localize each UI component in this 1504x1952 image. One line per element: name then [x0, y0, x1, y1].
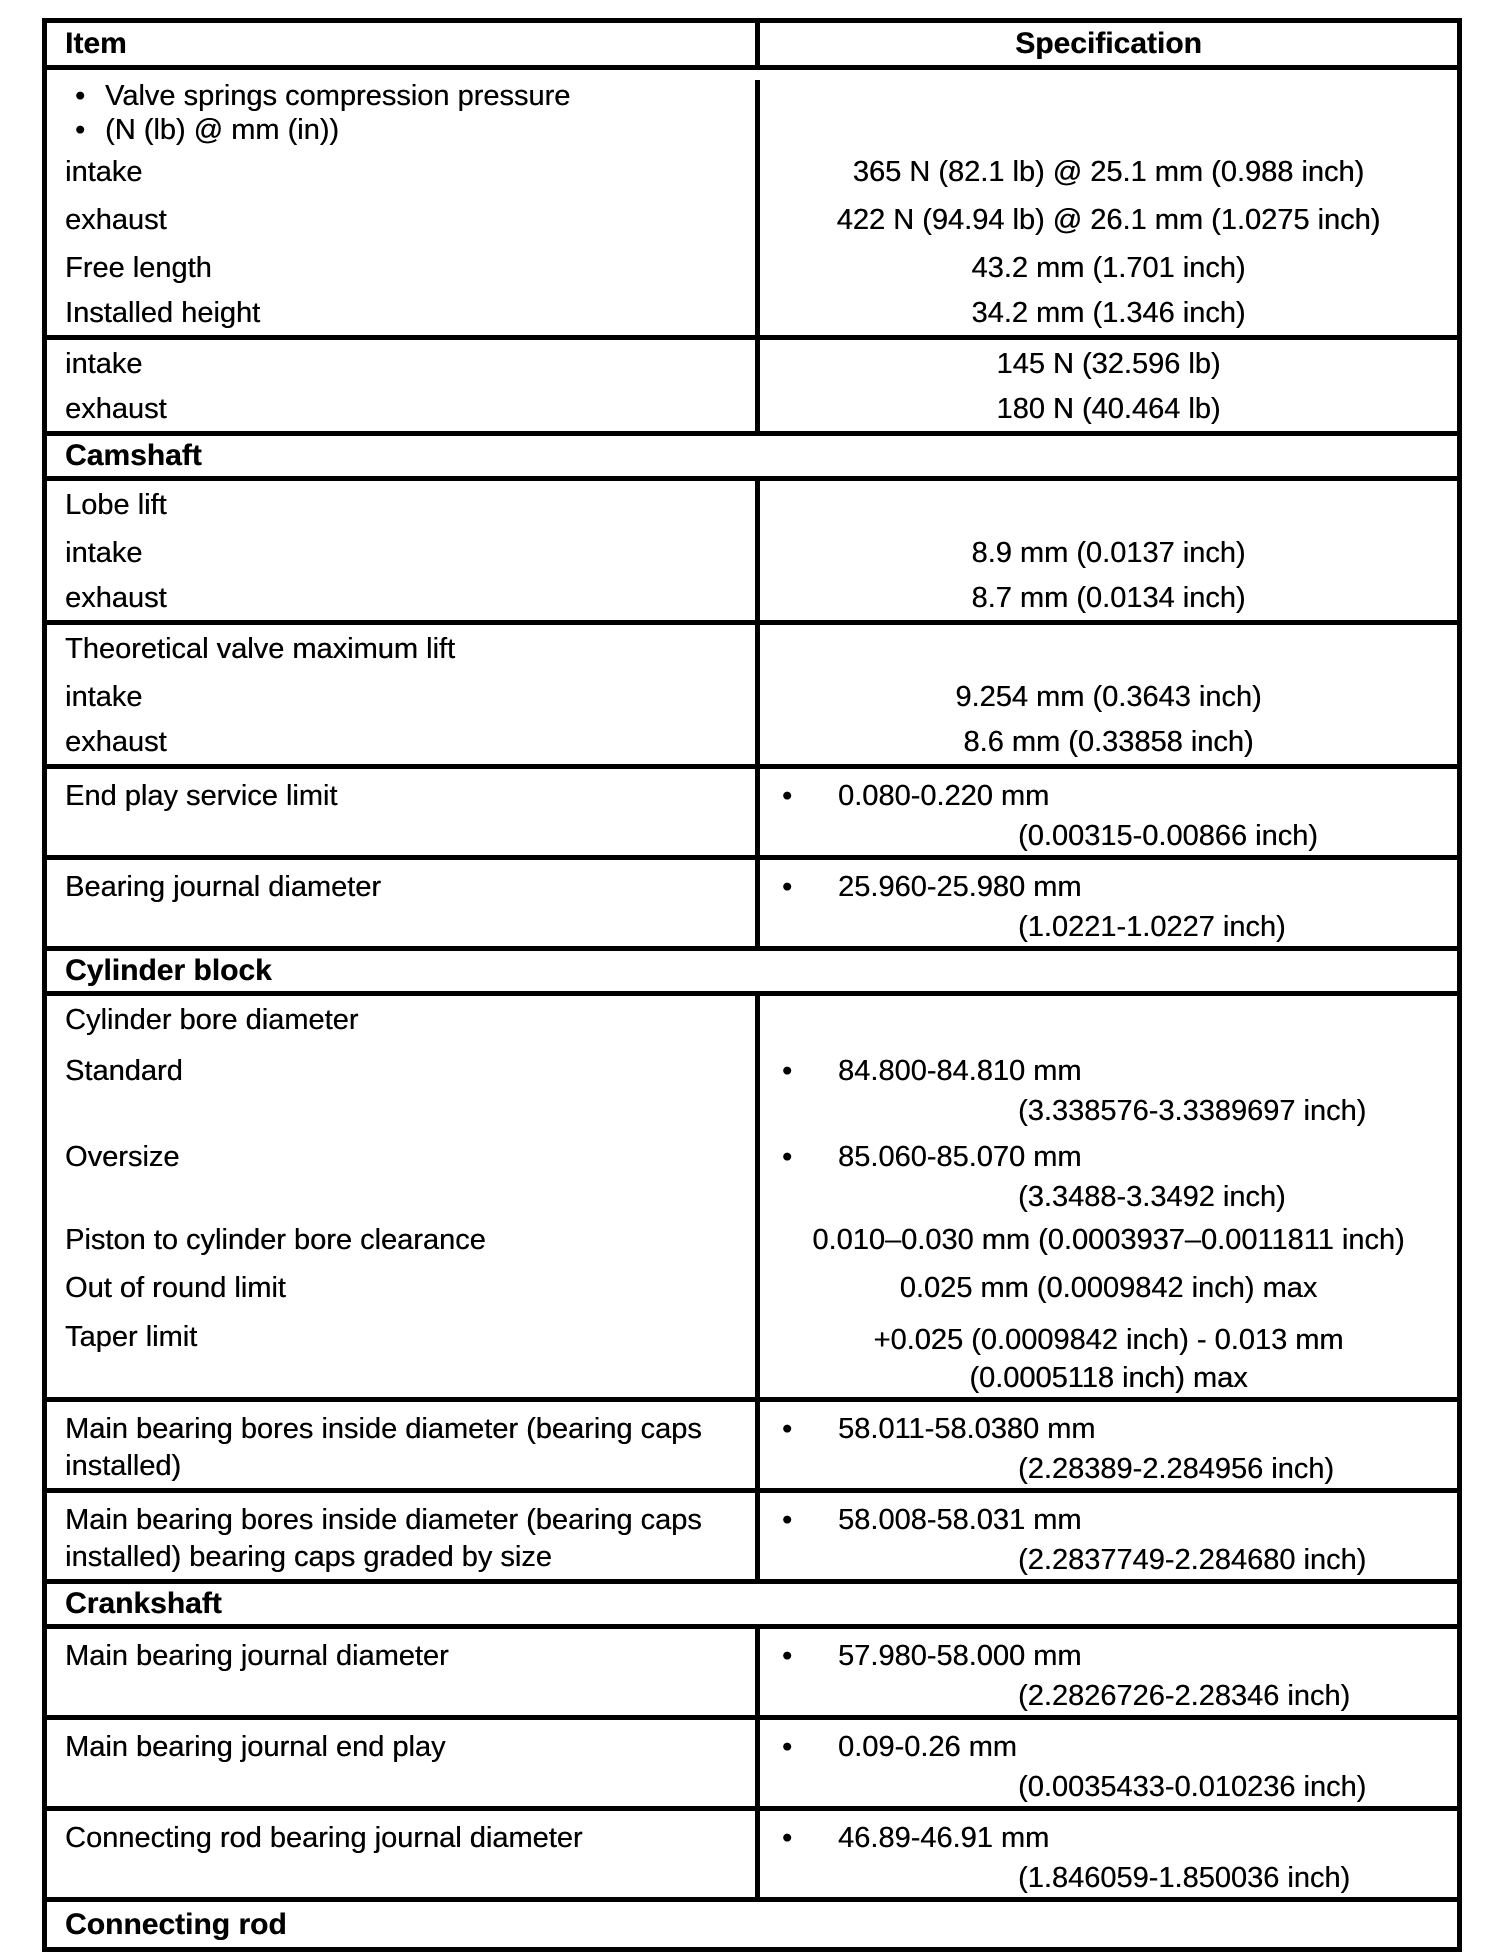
- spec-cell: [760, 1629, 1457, 1715]
- item-text: End play service limit: [65, 780, 338, 812]
- spec-cell: [760, 860, 1457, 946]
- spec-cell: [760, 1264, 1457, 1312]
- spec-text: 58.011-58.0380 mm: [838, 1413, 1096, 1445]
- table-row: [47, 721, 1457, 769]
- spec-line-1: [760, 869, 1457, 906]
- table-header-row: [47, 23, 1457, 70]
- spec-line-2: (0.0035433-0.010236 inch): [1018, 1771, 1367, 1803]
- item-cell: [47, 577, 760, 620]
- table-row: [47, 1402, 1457, 1493]
- item-text: Main bearing bores inside diameter (bearing caps installed): [65, 1413, 702, 1482]
- spec-cell: [760, 1402, 1457, 1488]
- spec-line-1: [760, 1820, 1457, 1857]
- spec-text: 84.800-84.810 mm: [838, 1055, 1082, 1087]
- table-row: [47, 292, 1457, 340]
- spec-cell: [760, 388, 1457, 431]
- item-cell: [47, 860, 760, 946]
- spec-cell: [760, 1811, 1457, 1897]
- table-body: [47, 70, 1457, 1947]
- table-row: [47, 1629, 1457, 1720]
- spec-cell: [760, 148, 1457, 196]
- table-row: [47, 1130, 1457, 1216]
- item-text: Lobe lift: [65, 488, 167, 521]
- item-text: Free length: [65, 251, 212, 284]
- item-text: Out of round limit: [65, 1271, 286, 1304]
- item-text: Theoretical valve maximum lift: [65, 632, 455, 665]
- table-row: [47, 244, 1457, 292]
- spec-text: 8.7 mm (0.0134 inch): [971, 582, 1246, 614]
- spec-line-2: (2.28389-2.284956 inch): [1018, 1453, 1335, 1485]
- item-text: intake: [65, 347, 143, 380]
- spec-text: 0.010–0.030 mm (0.0003937–0.0011811 inch): [812, 1223, 1405, 1256]
- spec-text: 8.9 mm (0.0137 inch): [971, 536, 1246, 569]
- section-label: Connecting rod: [65, 1907, 287, 1941]
- spec-cell: [760, 673, 1457, 721]
- item-text: Main bearing journal end play: [65, 1731, 446, 1763]
- bullet-icon: •: [75, 114, 86, 146]
- spec-cell: [760, 1493, 1457, 1579]
- spec-line-2: (3.3488-3.3492 inch): [1018, 1181, 1286, 1213]
- item-text: Main bearing bores inside diameter (bearing caps installed) bearing caps graded by size: [65, 1504, 702, 1573]
- spec-text: 85.060-85.070 mm: [838, 1141, 1082, 1173]
- item-cell: [47, 996, 760, 1044]
- section-header-row: [47, 1584, 1457, 1629]
- bullet-icon: •: [782, 1640, 793, 1672]
- table-row: [47, 113, 1457, 148]
- table-row: [47, 1216, 1457, 1264]
- section-label: Crankshaft: [65, 1587, 222, 1620]
- item-text: Installed height: [65, 297, 261, 329]
- item-text: Connecting rod bearing journal diameter: [65, 1822, 583, 1854]
- item-cell: [47, 1402, 760, 1488]
- item-text: (N (lb) @ mm (in)): [105, 114, 340, 146]
- spec-text: 365 N (82.1 lb) @ 25.1 mm (0.988 inch): [852, 155, 1365, 188]
- item-cell: [47, 113, 760, 148]
- table-row: [47, 625, 1457, 673]
- spec-text: 8.6 mm (0.33858 inch): [963, 726, 1254, 758]
- item-cell: [47, 529, 760, 577]
- spec-line-2: (1.846059-1.850036 inch): [1018, 1862, 1351, 1894]
- spec-cell: [760, 1044, 1457, 1130]
- table-row: [47, 481, 1457, 529]
- specification-table: [42, 18, 1462, 1952]
- column-header-specification: [760, 23, 1457, 65]
- spec-line-1: [760, 1411, 1457, 1448]
- spec-line-1: [760, 1638, 1457, 1675]
- item-cell: [47, 481, 760, 529]
- table-row: [47, 1044, 1457, 1130]
- spec-cell: [760, 1720, 1457, 1806]
- spec-cell: [760, 80, 1457, 113]
- spec-cell: [760, 113, 1457, 148]
- bullet-icon: •: [782, 780, 793, 812]
- spec-text: 58.008-58.031 mm: [838, 1504, 1082, 1536]
- spec-text: 46.89-46.91 mm: [838, 1822, 1050, 1854]
- item-cell: [47, 1720, 760, 1806]
- item-cell: [47, 80, 760, 113]
- column-header-specification-label: Specification: [1015, 27, 1202, 60]
- item-cell: [47, 1493, 760, 1579]
- item-text: exhaust: [65, 582, 167, 614]
- table-row: [47, 860, 1457, 951]
- spec-cell: [760, 1130, 1457, 1216]
- section-label: Camshaft: [65, 439, 202, 472]
- column-header-item: [47, 23, 760, 65]
- spec-line-2: (0.00315-0.00866 inch): [1018, 820, 1318, 852]
- table-row: [47, 769, 1457, 860]
- spec-cell: [760, 1312, 1457, 1397]
- section-label: Cylinder block: [65, 954, 272, 987]
- table-row: [47, 1312, 1457, 1402]
- spec-line-2: (2.2837749-2.284680 inch): [1018, 1544, 1367, 1576]
- item-cell: [47, 1130, 760, 1216]
- spec-cell: [760, 292, 1457, 335]
- spec-line-1: +0.025 (0.0009842 inch) - 0.013 mm: [873, 1324, 1344, 1356]
- spec-cell: [760, 244, 1457, 292]
- item-text: Main bearing journal diameter: [65, 1640, 449, 1672]
- spec-cell: [760, 721, 1457, 764]
- bullet-icon: •: [782, 1141, 793, 1173]
- spec-cell: [760, 625, 1457, 673]
- item-cell: [47, 1811, 760, 1897]
- item-text: Oversize: [65, 1141, 180, 1173]
- item-text: Standard: [65, 1055, 183, 1087]
- table-row: [47, 529, 1457, 577]
- item-cell: [47, 1264, 760, 1312]
- item-cell: [47, 1629, 760, 1715]
- spec-text: 145 N (32.596 lb): [996, 347, 1221, 380]
- spec-cell: [760, 196, 1457, 244]
- bullet-icon: •: [782, 1055, 793, 1087]
- item-cell: [47, 1312, 760, 1397]
- item-cell: [47, 244, 760, 292]
- bullet-icon: •: [782, 871, 793, 903]
- item-text: Taper limit: [65, 1321, 198, 1353]
- bullet-icon: •: [782, 1413, 793, 1445]
- item-text: exhaust: [65, 393, 167, 425]
- bullet-icon: •: [75, 80, 86, 112]
- spec-cell: [760, 340, 1457, 388]
- spec-text: 0.09-0.26 mm: [838, 1731, 1017, 1763]
- item-text: Valve springs compression pressure: [105, 80, 571, 112]
- item-cell: [47, 1044, 760, 1130]
- section-header-row: [47, 436, 1457, 481]
- table-row: [47, 196, 1457, 244]
- spec-text: 422 N (94.94 lb) @ 26.1 mm (1.0275 inch): [836, 203, 1381, 236]
- item-cell: [47, 721, 760, 764]
- table-row: [47, 1811, 1457, 1902]
- bullet-icon: •: [782, 1731, 793, 1763]
- spec-line-2: (3.338576-3.3389697 inch): [1018, 1095, 1367, 1127]
- item-text: Bearing journal diameter: [65, 871, 381, 903]
- column-header-item-label: Item: [65, 27, 127, 60]
- spec-text: 0.080-0.220 mm: [838, 780, 1050, 812]
- item-text: exhaust: [65, 203, 167, 236]
- item-text: intake: [65, 155, 143, 188]
- spec-line-2: (2.2826726-2.28346 inch): [1018, 1680, 1351, 1712]
- item-cell: [47, 196, 760, 244]
- table-row: [47, 388, 1457, 436]
- table-row: [47, 577, 1457, 625]
- spec-line-2: (1.0221-1.0227 inch): [1018, 911, 1286, 943]
- spec-line-1: [760, 778, 1457, 815]
- spec-cell: [760, 996, 1457, 1044]
- spec-line-1: [760, 1053, 1457, 1090]
- table-row: [47, 673, 1457, 721]
- spec-cell: [760, 577, 1457, 620]
- spec-cell: [760, 769, 1457, 855]
- item-cell: [47, 673, 760, 721]
- item-text: exhaust: [65, 726, 167, 758]
- item-text: Cylinder bore diameter: [65, 1003, 359, 1036]
- spec-text: 180 N (40.464 lb): [996, 393, 1221, 425]
- spec-line-2: (0.0005118 inch) max: [969, 1362, 1248, 1394]
- item-text: intake: [65, 680, 143, 713]
- spec-line-1: [760, 1139, 1457, 1176]
- spec-cell: [760, 481, 1457, 529]
- table-row: [47, 70, 1457, 113]
- item-cell: [47, 769, 760, 855]
- spec-line-1: [760, 1729, 1457, 1766]
- bullet-icon: •: [782, 1822, 793, 1854]
- spec-text: 34.2 mm (1.346 inch): [971, 297, 1246, 329]
- item-cell: [47, 1216, 760, 1264]
- spec-text: 43.2 mm (1.701 inch): [971, 251, 1246, 284]
- spec-text: 9.254 mm (0.3643 inch): [955, 680, 1262, 713]
- table-row: [47, 996, 1457, 1044]
- spec-text: 0.025 mm (0.0009842 inch) max: [899, 1271, 1318, 1304]
- bullet-icon: •: [782, 1504, 793, 1536]
- table-row: [47, 1264, 1457, 1312]
- item-cell: [47, 292, 760, 335]
- spec-cell: [760, 529, 1457, 577]
- item-text: intake: [65, 536, 143, 569]
- spec-cell: [760, 1216, 1457, 1264]
- section-header-row: [47, 1902, 1457, 1947]
- item-cell: [47, 625, 760, 673]
- table-row: [47, 148, 1457, 196]
- spec-line-1: [760, 1502, 1457, 1539]
- section-header-row: [47, 951, 1457, 996]
- table-row: [47, 340, 1457, 388]
- item-cell: [47, 388, 760, 431]
- item-cell: [47, 148, 760, 196]
- spec-text: 57.980-58.000 mm: [838, 1640, 1082, 1672]
- table-row: [47, 1720, 1457, 1811]
- item-text: Piston to cylinder bore clearance: [65, 1223, 486, 1256]
- item-cell: [47, 340, 760, 388]
- table-row: [47, 1493, 1457, 1584]
- spec-text: 25.960-25.980 mm: [838, 871, 1082, 903]
